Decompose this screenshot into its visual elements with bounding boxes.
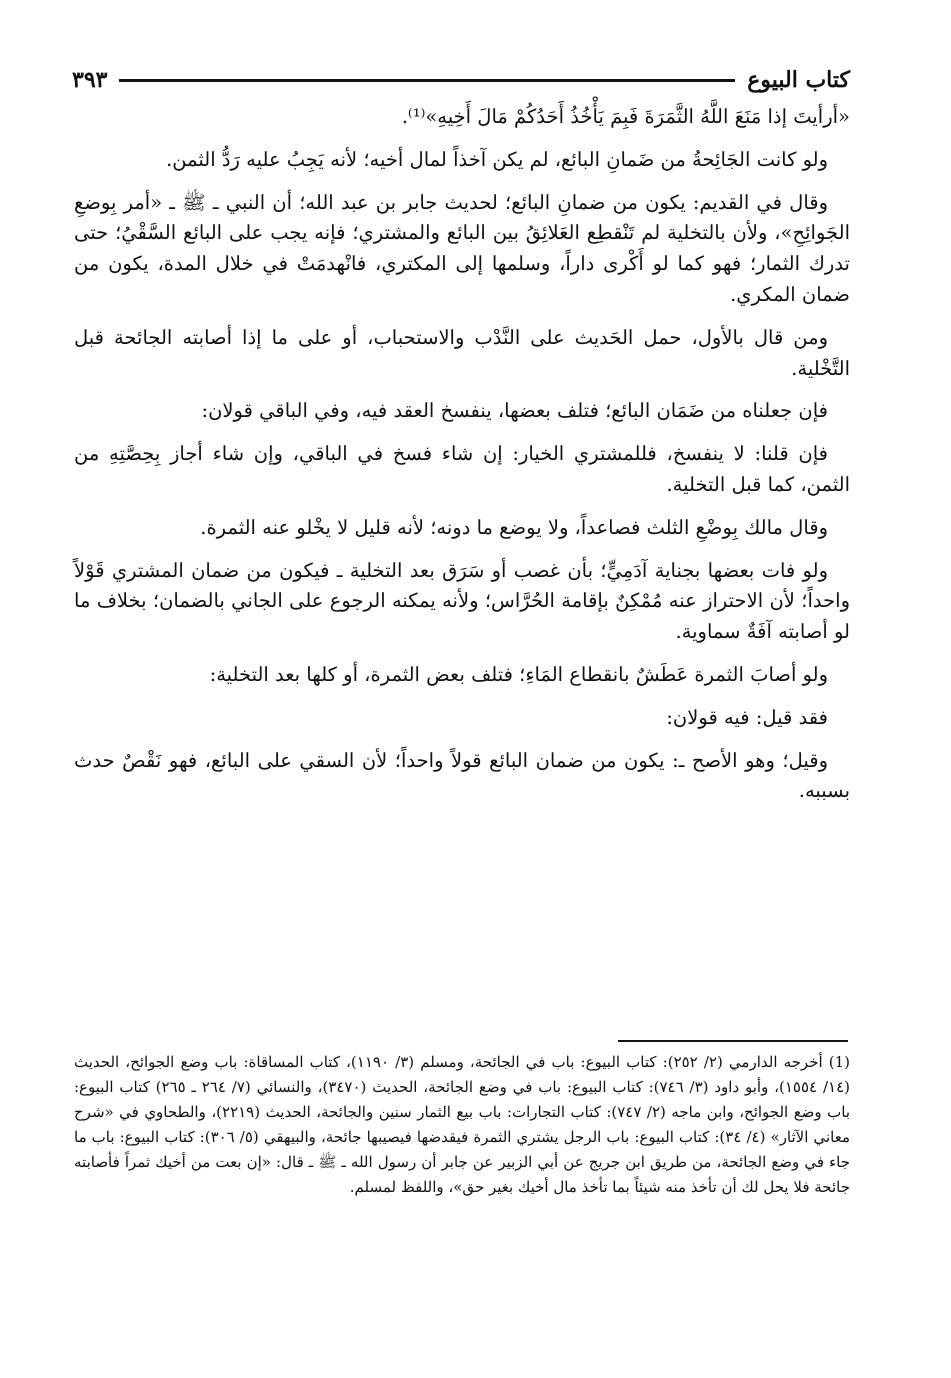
header-rule [119, 79, 735, 82]
footnote: (1) أخرجه الدارمي (٢/ ٢٥٢): كتاب البيوع: باب في الجائحة، ومسلم (٣/ ١١٩٠)، كتاب المساقاة: باب وضع الجوائح، الحديث (١٤/ ١٥٥٤)، وأبو داود (٣/ ٧٤٦): كتاب البيوع: باب في وضع الجائحة، الحديث (٣٤٧٠)، والنسائي (٧/ ٢٦٤ ـ ٢٦٥) كتاب البيوع: باب وضع الجوائح، وابن ماجه (٢/ ٧٤٧): كتاب التجارات: باب بيع الثمار سنين والجائحة، الحديث (٢٢١٩)، والطحاوي في «شرح معاني الآثار» (٤/ ٣٤): كتاب البيوع: باب الرجل يشتري الثمرة فيقدضها فيصيبها جائحة، والبيهقي (٥/ ٣٠٦): كتاب البيوع: باب ما جاء في وضع الجائحة، من طريق ابن جريج عن أبي الزبير عن جابر أن رسول الله ـ ﷺ ـ قال: «إن بعت من أخيك ثمراً فأصابته جائحة فلا يحل لك أن تأخذ منه شيئاً بما تأخذ مال أخيك بغير حق»، واللفظ لمسلم. [74, 1053, 850, 1197]
paragraph: ومن قال بالأول، حمل الحَديث على النَّدْب والاستحباب، أو على ما إذا أصابته الجائحة قبل التَّخْلية. [74, 325, 850, 380]
main-text [74, 102, 850, 819]
paragraph: وقال مالك بِوضْعِ الثلث فصاعداً، ولا يوضع ما دونه؛ لأنه قليل لا يخْلو عنه الثمرة. [200, 515, 828, 539]
running-title: كتاب البيوع [747, 67, 850, 93]
page-number: ٣٩٣ [72, 67, 108, 93]
paragraph: ولو كانت الجَائِحةُ من ضَمانِ البائع، لم يكن آخذاً لمال أخيه؛ لأنه يَجِبُ عليه رَدُّ الثمن. [166, 147, 828, 171]
paragraph: وقيل؛ وهو الأصح ـ: يكون من ضمان البائع قولاً واحداً؛ لأن السقي على البائع، فهو نَقْصٌ حدث بسببه. [74, 748, 850, 803]
paragraph: ولو فات بعضها بجناية آدَمِيٍّ؛ بأن غصب أو سَرَق بعد التخلية ـ فيكون من ضمان المشتري قَوْلاً واحداً؛ لأن الاحتراز عنه مُمْكِنٌ بإقامة الحُرَّاس؛ ولأنه يمكنه الرجوع على الجاني بالضمان؛ بخلاف ما لو أصابته آفَةٌ سماوية. [74, 558, 850, 644]
page-header [72, 60, 850, 100]
paragraph: فقد قيل: فيه قولان: [666, 705, 828, 729]
paragraph: فإن قلنا: لا ينفسخ، فللمشتري الخيار: إن شاء فسخ في الباقي، وإن شاء أجاز بِحِصَّتِهِ من الثمن، كما قبل التخلية. [74, 442, 850, 496]
paragraph: فإن جعلناه من ضَمَان البائع؛ فتلف بعضها، ينفسخ العقد فيه، وفي الباقي قولان: [201, 399, 828, 423]
paragraph: ولو أصابَ الثمرة عَطَشٌ بانقطاع المَاءِ؛ فتلف بعض الثمرة، أو كلها بعد التخلية: [209, 662, 828, 686]
footnote-divider [618, 1040, 848, 1042]
paragraph: وقال في القديم: يكون من ضمانِ البائع؛ لحديث جابر بن عبد الله؛ أن النبي ـ ﷺ ـ «أمر بِوضعِ الجَوائِحِ»، ولأن بالتخلية لم تَنْقطِع العَلائِقُ بين البائع والمشتري؛ فإنه يجب على البائع السَّقْيُ؛ حتى تدرك الثمار؛ فهو كما لو أَكْرى داراً، وسلمها إلى المكتري، فانْهدمَتْ في خلال المدة، يكون من ضمان المكري. [74, 190, 850, 306]
paragraph-hadith-quote: «أرأيتَ إذا مَنَعَ اللَّهُ الثَّمَرَةَ فَبِمَ يَأْخُذُ أَحَدُكُمْ مَالَ أَخِيهِ»⁽¹⁾. [401, 105, 850, 128]
